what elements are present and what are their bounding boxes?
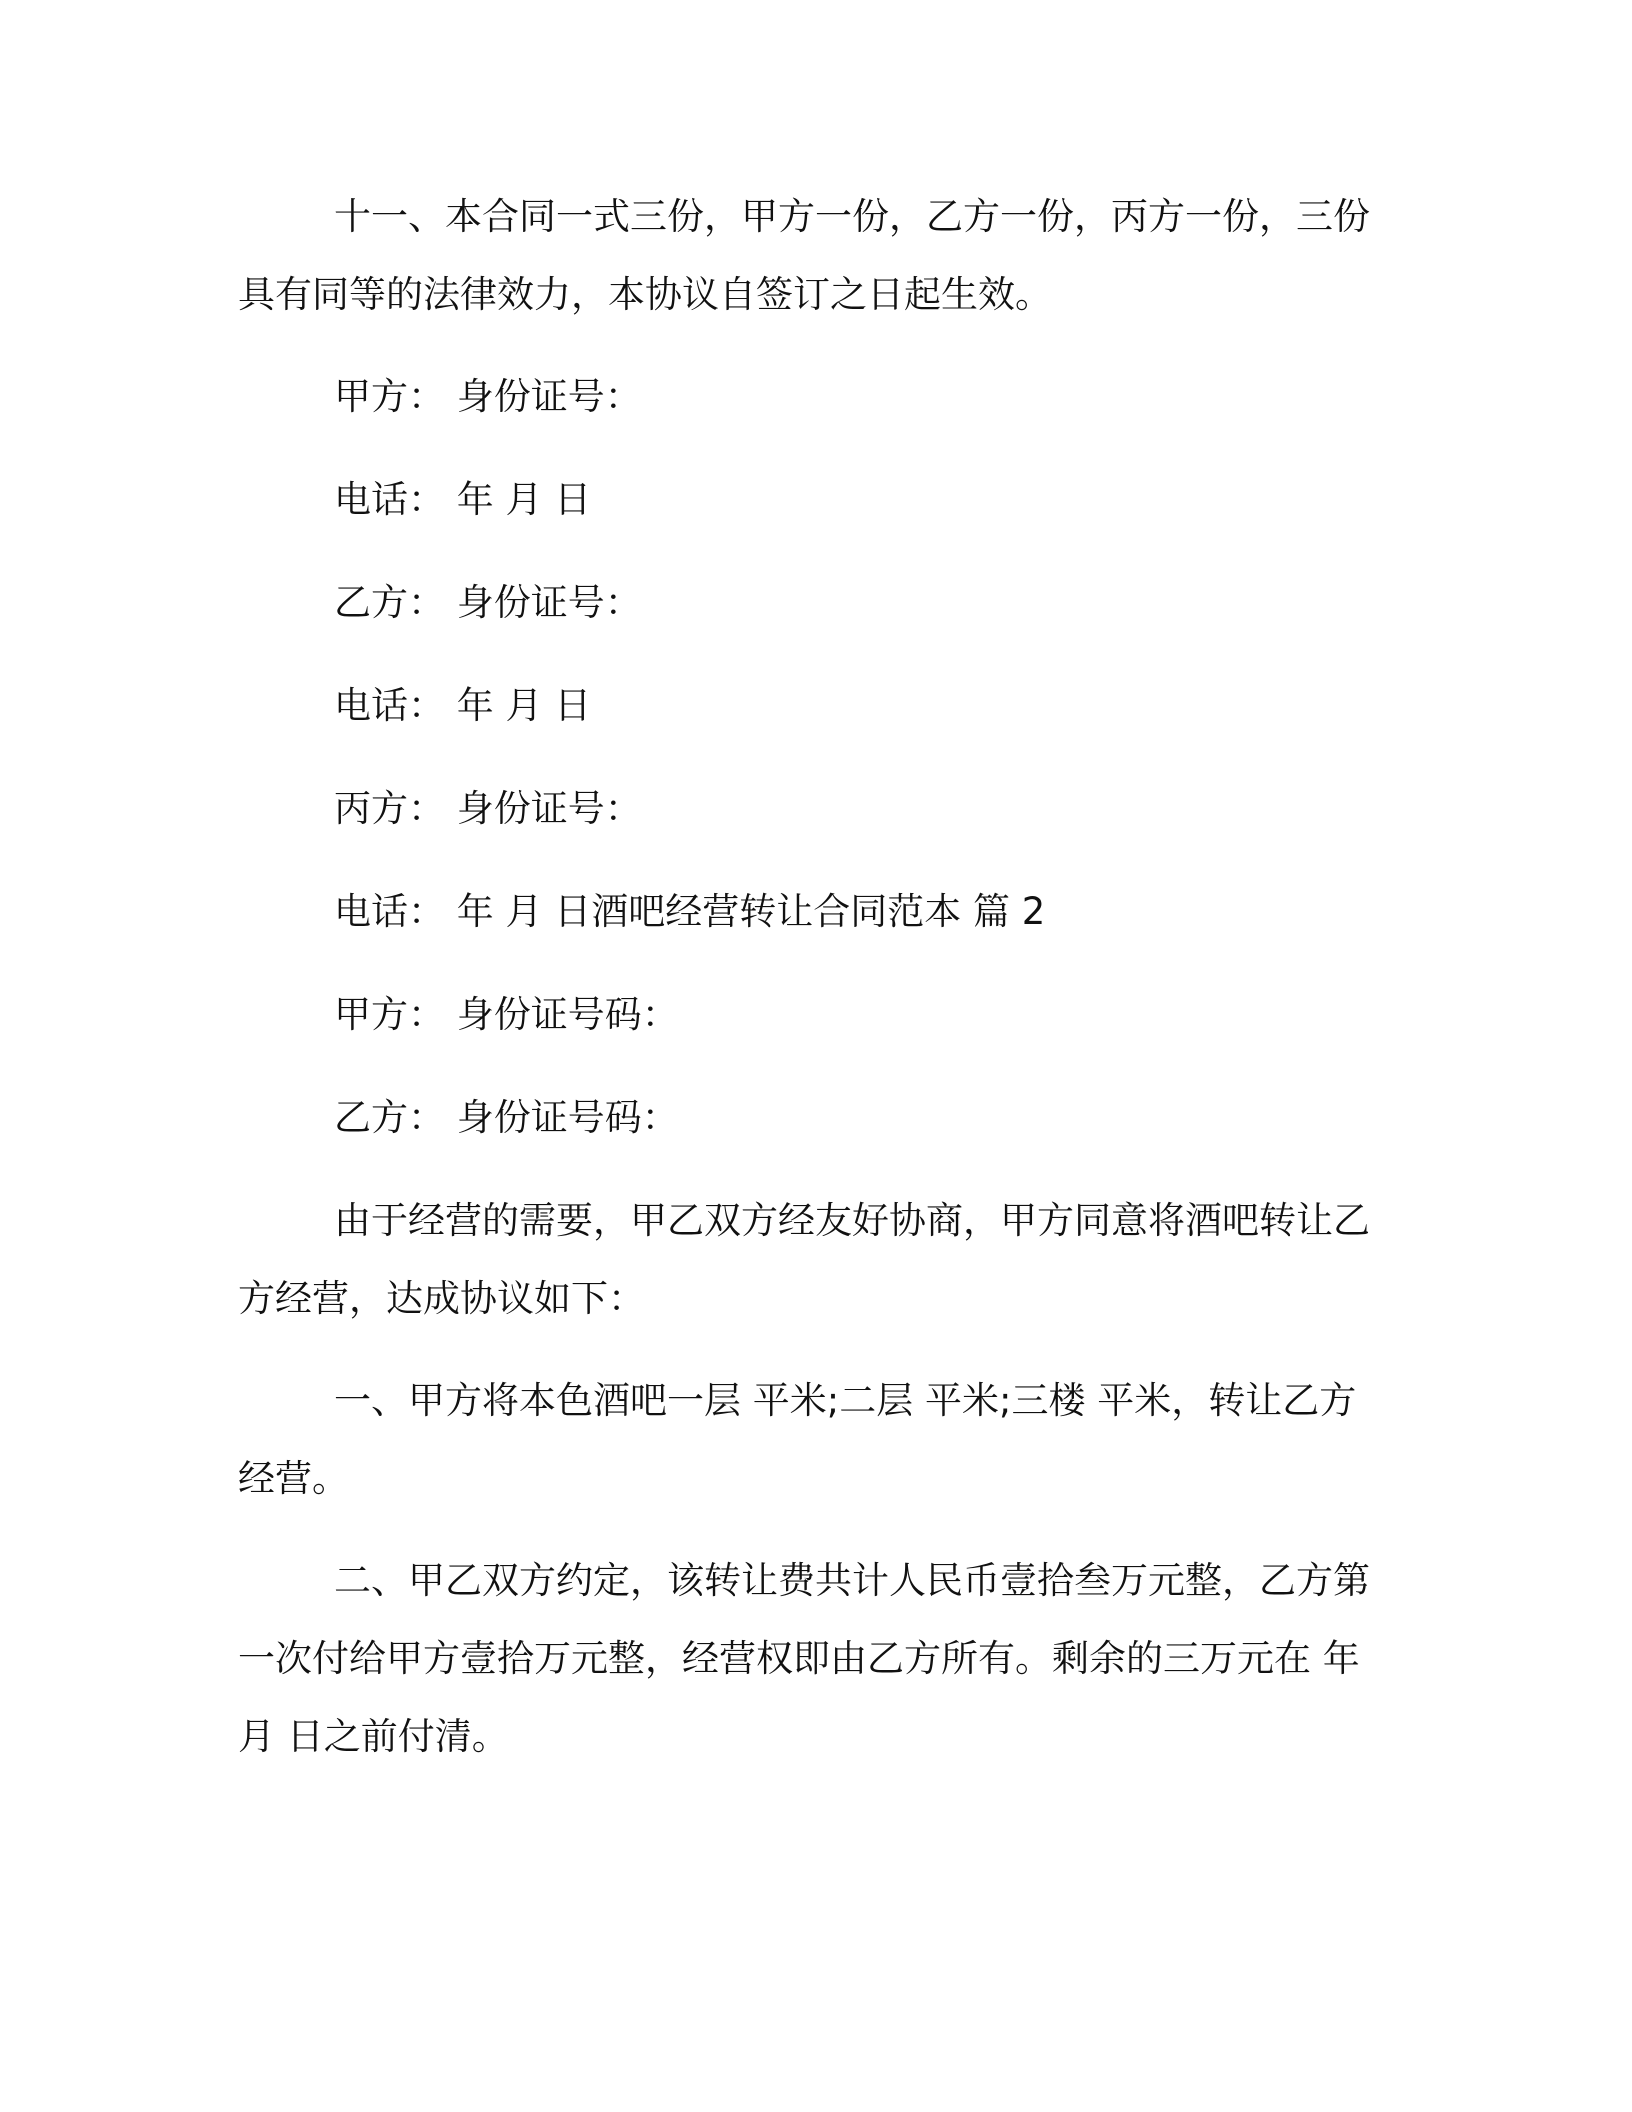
clause-two-line-1: 二、甲乙双方约定，该转让费共计人民币壹拾叁万元整，乙方第 xyxy=(334,1559,1370,1602)
party-a-phone-date-line: 电话： 年 月 日 xyxy=(334,478,592,521)
clause-two xyxy=(238,1542,1388,1776)
party-b-id-line: 乙方： 身份证号码： xyxy=(334,1096,679,1139)
party-b-signature-line: 乙方： 身份证号： xyxy=(334,581,642,624)
intro-paragraph xyxy=(238,1182,1388,1338)
party-a-signature-line: 甲方： 身份证号： xyxy=(334,375,642,418)
intro-line-1: 由于经营的需要，甲乙双方经友好协商，甲方同意将酒吧转让乙 xyxy=(334,1199,1370,1242)
clause-eleven xyxy=(238,178,1388,334)
clause-one-line-2: 经营。 xyxy=(238,1457,349,1500)
party-c-signature-line: 丙方： 身份证号： xyxy=(334,787,642,830)
party-b-phone-date-line: 电话： 年 月 日 xyxy=(334,684,592,727)
clause-two-line-3: 月 日之前付清。 xyxy=(238,1715,509,1758)
party-c-phone-and-section-title: 电话： 年 月 日酒吧经营转让合同范本 篇 2 xyxy=(334,890,1046,933)
intro-line-2: 方经营，达成协议如下： xyxy=(238,1277,645,1320)
clause-two-line-2: 一次付给甲方壹拾万元整，经营权即由乙方所有。剩余的三万元在 年 xyxy=(238,1637,1360,1680)
clause-eleven-line-2: 具有同等的法律效力，本协议自签订之日起生效。 xyxy=(238,273,1052,316)
party-a-id-line: 甲方： 身份证号码： xyxy=(334,993,679,1036)
clause-one-line-1: 一、甲方将本色酒吧一层 平米;二层 平米;三楼 平米，转让乙方 xyxy=(334,1379,1357,1422)
clause-one xyxy=(238,1362,1388,1518)
clause-eleven-line-1: 十一、本合同一式三份，甲方一份，乙方一份，丙方一份，三份 xyxy=(334,195,1370,238)
